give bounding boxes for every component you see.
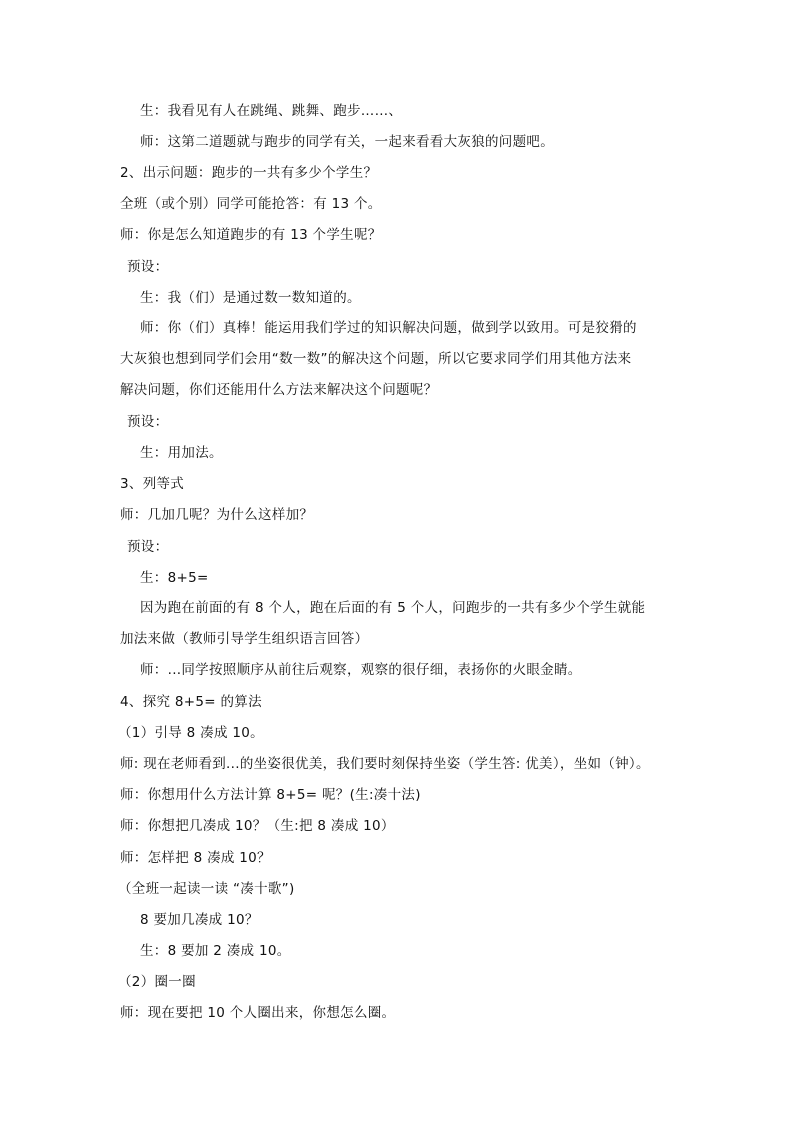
text-line: 预设：	[127, 414, 169, 430]
text-line: （全班一起读一读 “凑十歌”)	[118, 881, 295, 897]
text-line: 师：你（们）真棒！能运用我们学过的知识解决问题，做到学以致用。可是狡猾的	[140, 320, 637, 336]
text-line: 加法来做（教师引导学生组织语言回答）	[120, 631, 369, 647]
text-line: 生：8+5=	[140, 570, 209, 586]
text-line: 预设：	[127, 539, 169, 555]
text-line: 4、探究 8+5= 的算法	[120, 694, 262, 710]
text-line: 生：我（们）是通过数一数知道的。	[140, 290, 361, 306]
text-line: 8 要加几凑成 10？	[140, 912, 259, 928]
text-line: 师：你想把几凑成 10？（生:把 8 凑成 10）	[120, 818, 395, 834]
text-line: 生：用加法。	[140, 445, 223, 461]
text-line: 师：怎样把 8 凑成 10？	[120, 850, 271, 866]
text-line: 师：...同学按照顺序从前往后观察，观察的很仔细，表扬你的火眼金睛。	[140, 662, 582, 678]
text-line: 师: 现在老师看到...的坐姿很优美，我们要时刻保持坐姿（学生答: 优美），坐如（钟）。	[120, 756, 650, 772]
text-line: 因为跑在前面的有 8 个人，跑在后面的有 5 个人，问跑步的一共有多少个学生就能	[140, 600, 646, 616]
text-line: 师：你想用什么方法计算 8+5= 呢？(生:凑十法)	[120, 787, 421, 803]
text-line: 生：8 要加 2 凑成 10。	[140, 943, 291, 959]
text-line: 生：我看见有人在跳绳、跳舞、跑步……、	[140, 103, 403, 119]
text-line: 师：现在要把 10 个人圈出来，你想怎么圈。	[120, 1005, 396, 1021]
text-line: 师：你是怎么知道跑步的有 13 个学生呢？	[120, 227, 382, 243]
text-line: 全班（或个别）同学可能抢答：有 13 个。	[120, 196, 382, 212]
text-line: （2）圈一圈	[118, 974, 196, 990]
text-line: 2、出示问题：跑步的一共有多少个学生？	[120, 165, 378, 181]
text-line: （1）引导 8 凑成 10。	[118, 725, 264, 741]
text-line: 解决问题，你们还能用什么方法来解决这个问题呢？	[120, 382, 438, 398]
text-line: 师：几加几呢？为什么这样加？	[120, 507, 314, 523]
text-line: 3、列等式	[120, 476, 185, 492]
text-line: 预设：	[127, 259, 169, 275]
text-line: 师：这第二道题就与跑步的同学有关，一起来看看大灰狼的问题吧。	[140, 134, 554, 150]
text-line: 大灰狼也想到同学们会用“数一数”的解决这个问题，所以它要求同学们用其他方法来	[120, 351, 632, 367]
